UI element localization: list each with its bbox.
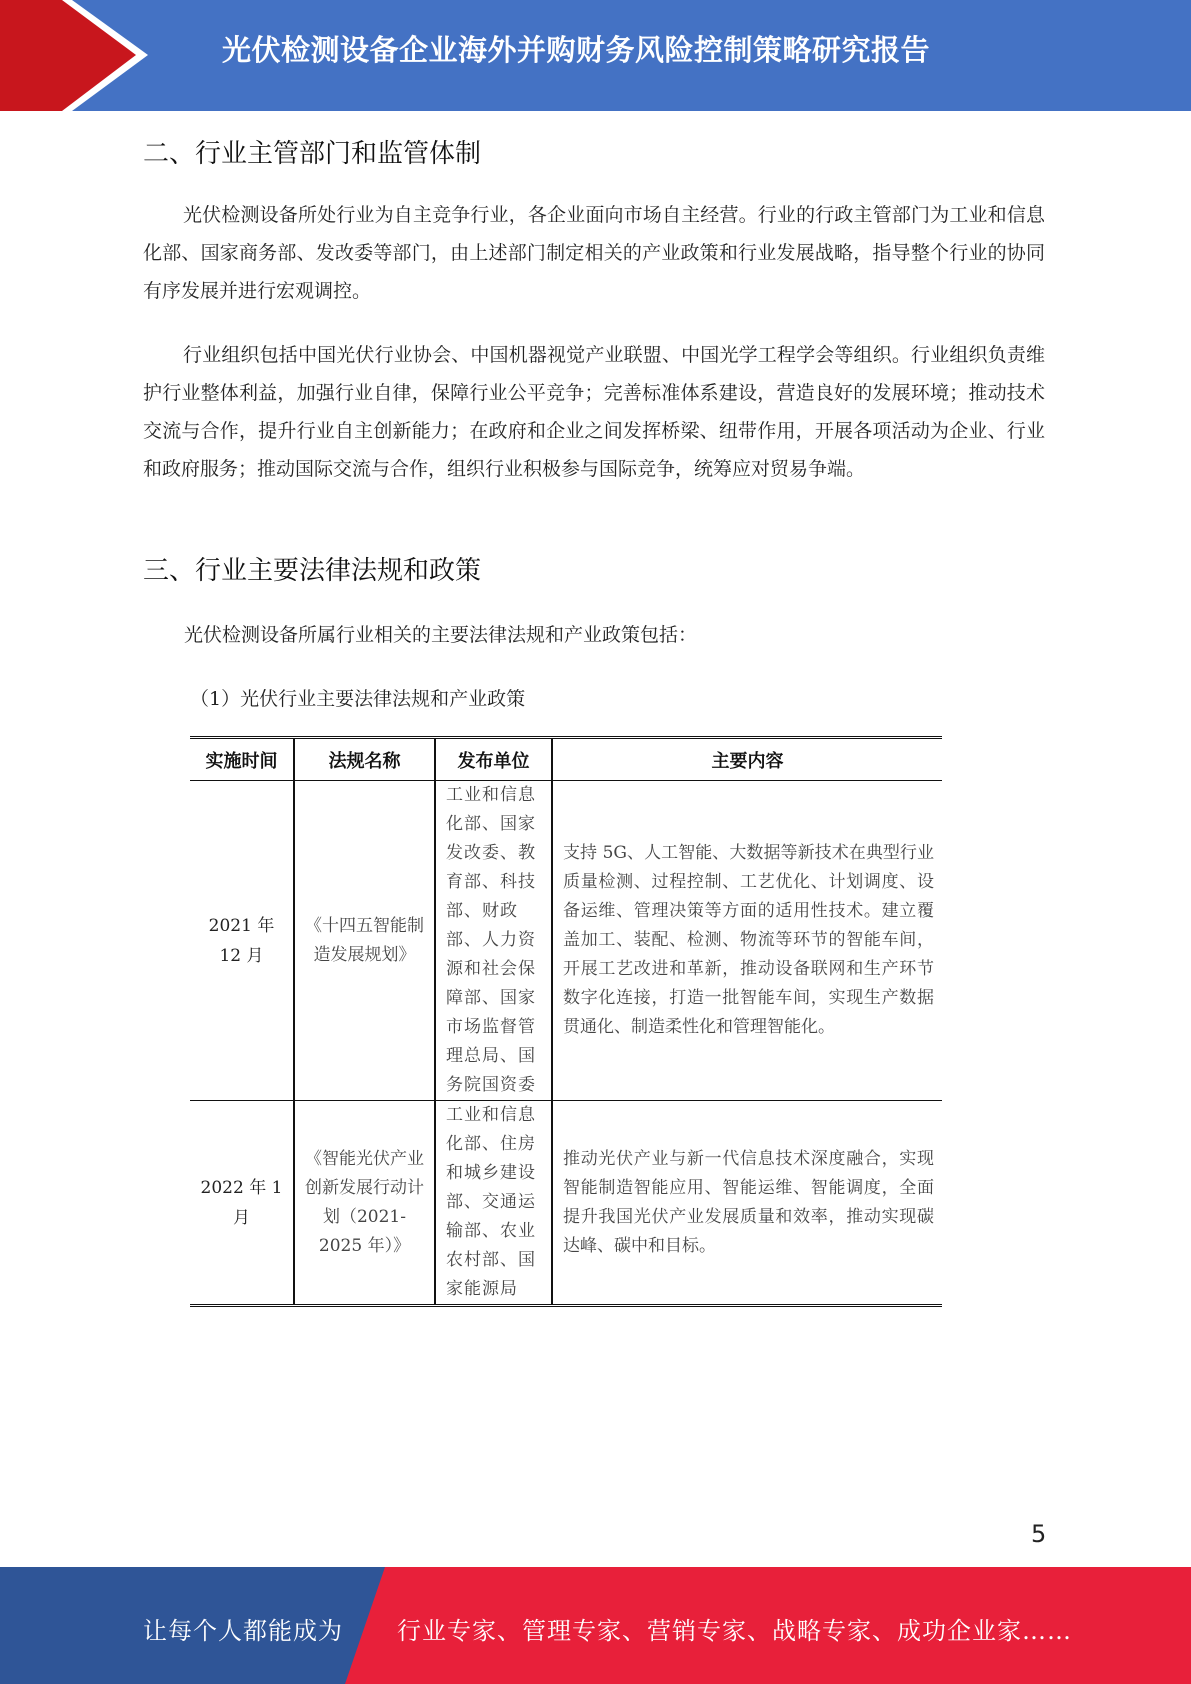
header-arrow-decoration [0, 0, 160, 111]
cell-name: 《十四五智能制造发展规划》 [294, 781, 435, 1101]
paragraph-regulators: 光伏检测设备所处行业为自主竞争行业，各企业面向市场自主经营。行业的行政主管部门为工业和信息化部、国家商务部、发改委等部门，由上述部门制定相关的产业政策和行业发展战略，指导整个行业的协同有序发展并进行宏观调控。 [143, 204, 1045, 302]
section-heading-regulatory: 二、行业主管部门和监管体制 [143, 139, 482, 169]
cell-org: 工业和信息化部、国家发改委、教育部、科技部、财政部、人力资源和社会保障部、国家市场监督管理总局、国务院国资委 [435, 781, 552, 1101]
page-number: 5 [1031, 1520, 1047, 1548]
table-caption: （1）光伏行业主要法律法规和产业政策 [190, 688, 526, 710]
column-header-org: 发布单位 [435, 738, 552, 781]
table-row [190, 781, 942, 1101]
cell-name: 《智能光伏产业创新发展行动计划（2021-2025 年）》 [294, 1101, 435, 1306]
page-footer [0, 1567, 1191, 1684]
table-row [190, 1101, 942, 1306]
policy-table [190, 736, 942, 1307]
table-header-row [190, 738, 942, 781]
footer-slogan-left: 让每个人都能成为 [143, 1617, 343, 1645]
paragraph-industry-organizations: 行业组织包括中国光伏行业协会、中国机器视觉产业联盟、中国光学工程学会等组织。行业组织负责维护行业整体利益，加强行业自律，保障行业公平竞争；完善标准体系建设，营造良好的发展环境；推动技术交流与合作，提升行业自主创新能力；在政府和企业之间发挥桥梁、纽带作用，开展各项活动为企业、行业和政府服务；推动国际交流与合作，组织行业积极参与国际竞争，统筹应对贸易争端。 [143, 344, 1045, 480]
cell-date: 2022 年 1 月 [200, 1177, 283, 1228]
page-header [0, 0, 1191, 111]
footer-slogan-right: 行业专家、管理专家、营销专家、战略专家、成功企业家…… [397, 1617, 1072, 1645]
section-heading-laws: 三、行业主要法律法规和政策 [143, 556, 482, 586]
column-header-name: 法规名称 [294, 738, 435, 781]
column-header-date: 实施时间 [190, 738, 294, 781]
intro-text: 光伏检测设备所属行业相关的主要法律法规和产业政策包括： [184, 624, 698, 646]
report-title: 光伏检测设备企业海外并购财务风险控制策略研究报告 [222, 33, 931, 67]
cell-content: 支持 5G、人工智能、大数据等新技术在典型行业质量检测、过程控制、工艺优化、计划调度、设备运维、管理决策等方面的适用性技术。建立覆盖加工、装配、检测、物流等环节的智能车间，开展工艺改进和革新，推动设备联网和生产环节数字化连接，打造一批智能车间，实现生产数据贯通化、制造柔性化和管理智能化。 [552, 781, 942, 1101]
cell-date: 2021 年 12 月 [190, 781, 294, 1101]
cell-content: 推动光伏产业与新一代信息技术深度融合，实现智能制造智能应用、智能运维、智能调度，全面提升我国光伏产业发展质量和效率，推动实现碳达峰、碳中和目标。 [552, 1101, 942, 1306]
cell-org: 工业和信息化部、住房和城乡建设部、交通运输部、农业农村部、国家能源局 [435, 1101, 552, 1306]
column-header-content: 主要内容 [552, 738, 942, 781]
